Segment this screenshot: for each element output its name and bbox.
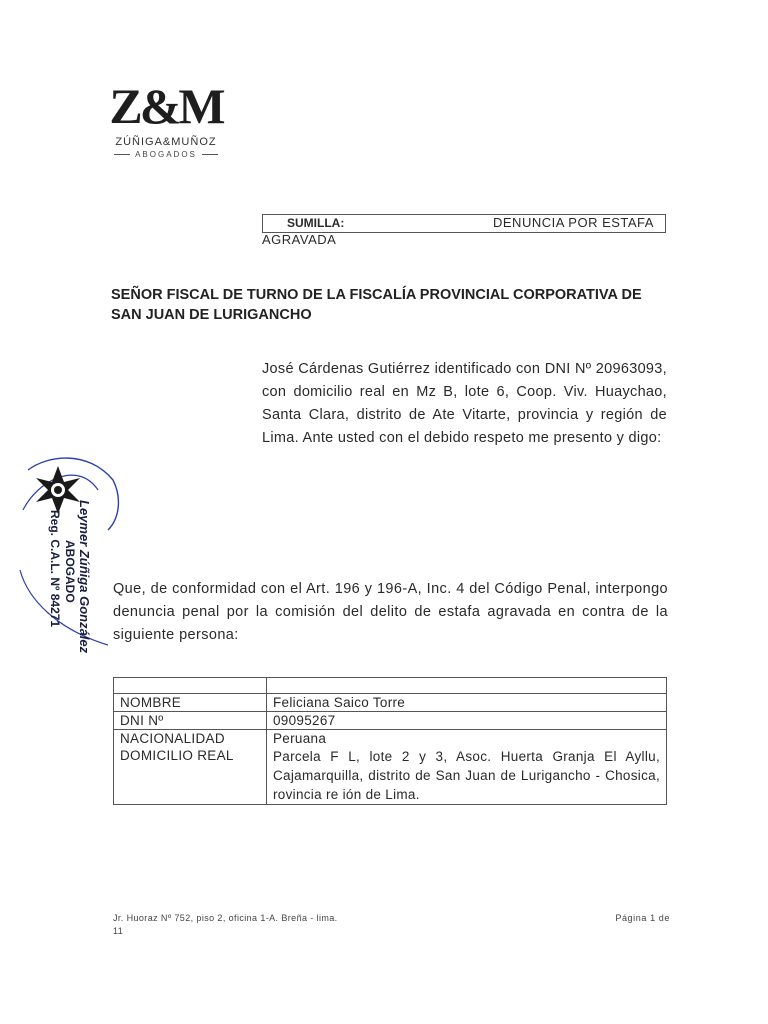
body-paragraph: Que, de conformidad con el Art. 196 y 196-A, Inc. 4 del Código Penal, interpongo denuncia penal por la comisión del delito de estafa agravada en contra de la siguiente persona:	[113, 581, 668, 643]
logo-subtitle	[108, 150, 224, 159]
table-value: Peruana	[267, 730, 667, 748]
sumilla-value-continued: AGRAVADA	[262, 232, 337, 247]
footer-page-label: Página 1 de	[615, 913, 670, 923]
table-row	[114, 678, 667, 694]
table-value: Parcela F L, lote 2 y 3, Asoc. Huerta Granja El Ayllu, Cajamarquilla, distrito de San Juan de Lurigancho - Chosica, rovincia re ión de Lima.	[267, 747, 667, 805]
table-row	[114, 694, 667, 712]
logo-firm-name: ZÚÑIGA&MUÑOZ	[115, 136, 217, 148]
sumilla-value: DENUNCIA POR ESTAFA	[493, 215, 654, 230]
footer-page-total: 11	[113, 926, 124, 936]
stamp-title: ABOGADO	[63, 540, 77, 603]
addressee-heading: SEÑOR FISCAL DE TURNO DE LA FISCALÍA PROVINCIAL CORPORATIVA DE SAN JUAN DE LURIGANCHO	[111, 287, 642, 323]
logo-subtitle-text: ABOGADOS	[135, 150, 197, 159]
person-table	[113, 677, 667, 805]
table-row	[114, 712, 667, 730]
intro-paragraph: José Cárdenas Gutiérrez identificado con DNI Nº 20963093, con domicilio real en Mz B, lote 6, Coop. Viv. Huaychao, Santa Clara, distrito de Ate Vitarte, provincia y región de Lima. Ante usted con el debido respeto me presento y digo:	[262, 361, 667, 446]
logo-mark: Z&M	[109, 78, 223, 134]
table-row	[114, 747, 667, 805]
table-row	[114, 730, 667, 748]
table-key: DNI Nº	[114, 712, 267, 730]
stamp-name: Leymer Zúñiga González	[77, 500, 92, 654]
sumilla-label: SUMILLA:	[287, 216, 345, 230]
table-value: Feliciana Saico Torre	[267, 694, 667, 712]
footer-address: Jr. Huoraz Nº 752, piso 2, oficina 1-A. Breña - lima.	[113, 913, 338, 923]
table-key: NOMBRE	[114, 694, 267, 712]
sumilla-box	[262, 214, 666, 233]
table-key: DOMICILIO REAL	[114, 747, 267, 805]
footer-page-number	[600, 912, 670, 925]
table-key: NACIONALIDAD	[114, 730, 267, 748]
table-value: 09095267	[267, 712, 667, 730]
stamp-registry: Reg. C.A.L. Nº 84271	[48, 510, 62, 628]
firm-logo	[108, 78, 224, 159]
stamp-text	[0, 500, 92, 700]
